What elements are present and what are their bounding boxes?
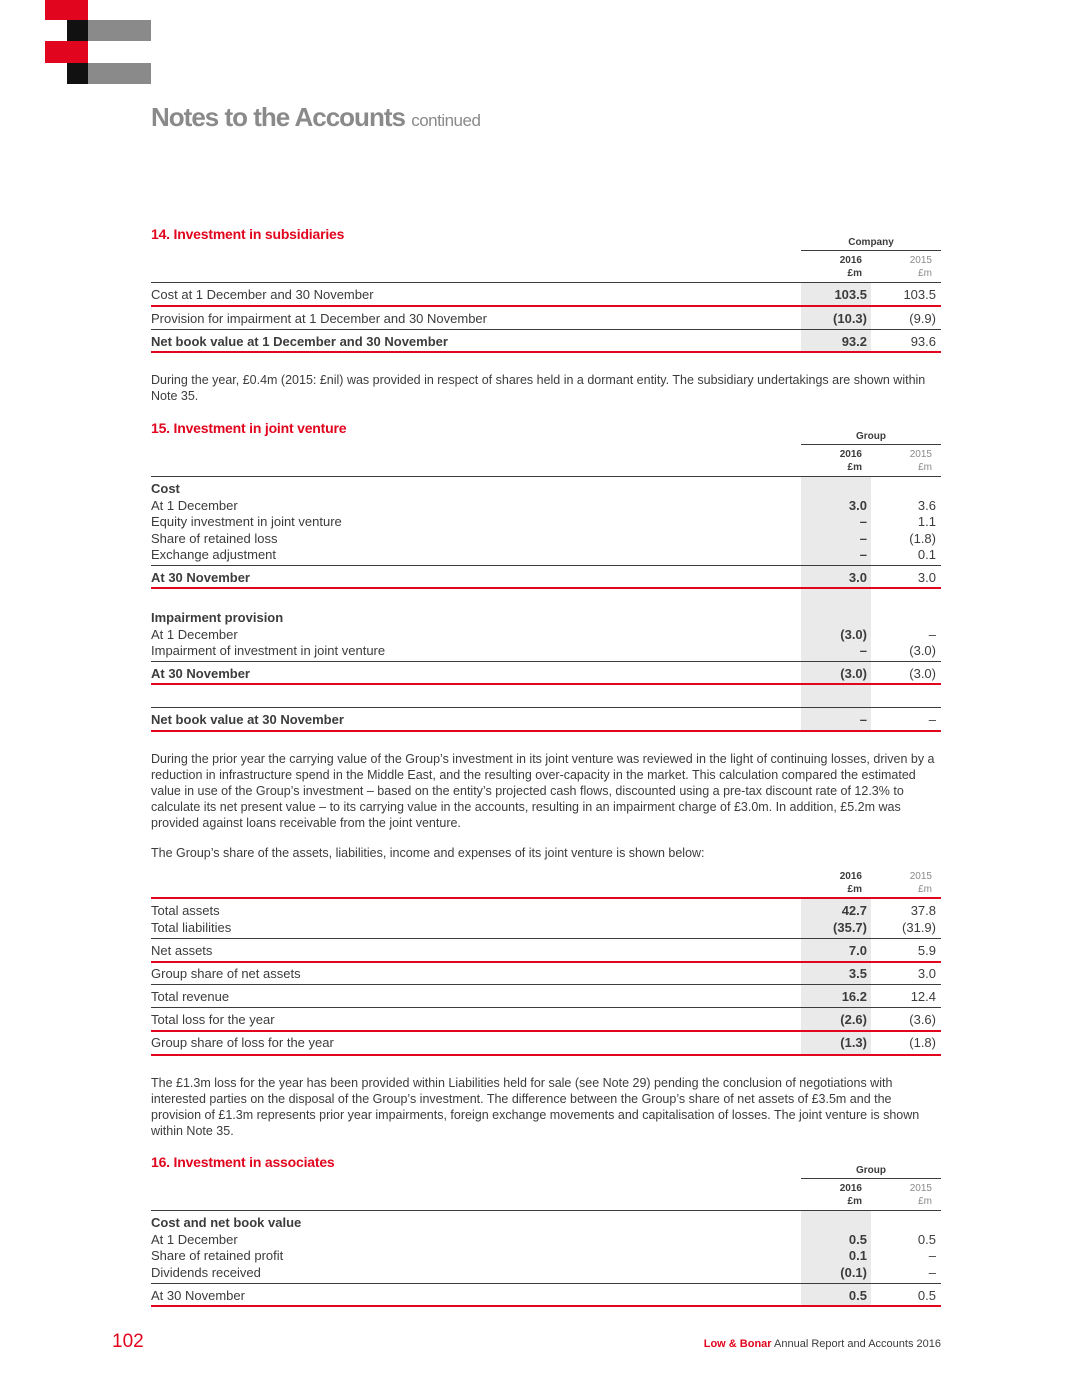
column-header-2015: 2015 £m bbox=[909, 449, 932, 473]
column-header-2015: 2015 £m bbox=[909, 1183, 932, 1207]
column-group-label: Group bbox=[856, 431, 886, 442]
column-group-rule bbox=[801, 444, 941, 445]
table-row: Cost at 1 December and 30 November 103.5 103.5 bbox=[151, 287, 936, 302]
section-title: 16. Investment in associates bbox=[151, 1154, 335, 1170]
row-rule bbox=[151, 661, 941, 662]
subheading-cost-and-nbv: Cost and net book value bbox=[151, 1215, 302, 1230]
subheading-impairment: Impairment provision bbox=[151, 610, 284, 625]
impairment-explanation: During the prior year the carrying value of the Group’s investment in its joint venture was reviewed in the light of continuing losses, driven by a reduction in infrastructure spend in the Middle East, and the resulting over-capacity in the market. This calculation compared the estimated value in use of the Group’s investment – based on the entity’s projected cash flows, discounted using a pre-tax discount rate of 12.3% to calculate its net present value – to its carrying value in the accounts, resulting in an impairment charge of £3.0m. In addition, £5.2m was provided against loans receivable from the joint venture. bbox=[151, 752, 935, 830]
total-rule bbox=[151, 1054, 941, 1056]
total-rule bbox=[151, 730, 941, 732]
page-title bbox=[151, 102, 480, 133]
row-rule bbox=[151, 984, 941, 985]
row-rule bbox=[151, 707, 941, 708]
table-row-total: At 30 November (3.0) (3.0) bbox=[151, 666, 936, 681]
table-row: Equity investment in joint venture – 1.1 bbox=[151, 514, 936, 529]
column-header-2016: 2016 £m bbox=[839, 871, 862, 895]
table-row-total: Net book value at 1 December and 30 November 93.2 93.6 bbox=[151, 334, 936, 349]
table-row: Share of retained loss – (1.8) bbox=[151, 531, 936, 546]
page-title-main: Notes to the Accounts bbox=[151, 102, 405, 132]
table-row: Total assets 42.7 37.8 bbox=[151, 903, 936, 918]
subheading-cost: Cost bbox=[151, 481, 180, 496]
table-row: Impairment of investment in joint venture – (3.0) bbox=[151, 643, 936, 658]
row-rule bbox=[151, 961, 941, 963]
row-rule bbox=[151, 329, 941, 330]
footer-publication-title: Annual Report and Accounts 2016 bbox=[774, 1338, 941, 1350]
total-rule bbox=[151, 587, 941, 589]
row-rule bbox=[151, 565, 941, 566]
total-rule bbox=[151, 351, 941, 353]
table-row: Group share of net assets 3.5 3.0 bbox=[151, 966, 936, 981]
section-title: 14. Investment in subsidiaries bbox=[151, 226, 345, 242]
table-row: Total revenue 16.2 12.4 bbox=[151, 989, 936, 1004]
table-row: Dividends received (0.1) – bbox=[151, 1265, 936, 1280]
table-row: Total loss for the year (2.6) (3.6) bbox=[151, 1012, 936, 1027]
row-rule bbox=[151, 1030, 941, 1032]
table-row: At 1 December (3.0) – bbox=[151, 627, 936, 642]
table-row-net-book-value: Net book value at 30 November – – bbox=[151, 712, 936, 727]
column-header-2015: 2015 £m bbox=[909, 871, 932, 895]
header-rule bbox=[151, 1210, 941, 1211]
table-row: Total liabilities (35.7) (31.9) bbox=[151, 920, 936, 935]
table-row-total: At 30 November 3.0 3.0 bbox=[151, 570, 936, 585]
column-header-2015: 2015 £m bbox=[909, 255, 932, 279]
row-rule bbox=[151, 305, 941, 307]
table-row: Net assets 7.0 5.9 bbox=[151, 943, 936, 958]
table-row: At 1 December 0.5 0.5 bbox=[151, 1232, 936, 1247]
footer-publication bbox=[704, 1338, 941, 1350]
total-rule bbox=[151, 1305, 941, 1307]
column-header-2016: 2016 £m bbox=[839, 1183, 862, 1207]
table-row: Share of retained profit 0.1 – bbox=[151, 1248, 936, 1263]
row-rule bbox=[151, 1283, 941, 1284]
column-header-2016: 2016 £m bbox=[839, 449, 862, 473]
page-title-continued: continued bbox=[411, 111, 481, 130]
table-row: Group share of loss for the year (1.3) (1.8) bbox=[151, 1035, 936, 1050]
header-rule bbox=[151, 476, 941, 477]
column-header-2016: 2016 £m bbox=[839, 255, 862, 279]
column-group-label: Company bbox=[848, 237, 894, 248]
table-row: Exchange adjustment – 0.1 bbox=[151, 547, 936, 562]
row-rule bbox=[151, 1007, 941, 1008]
row-rule bbox=[151, 938, 941, 939]
share-intro: The Group’s share of the assets, liabilities, income and expenses of its joint venture is shown below: bbox=[151, 846, 705, 860]
table-row: Provision for impairment at 1 December and 30 November (10.3) (9.9) bbox=[151, 311, 936, 326]
column-group-rule bbox=[801, 1178, 941, 1179]
table-row: At 1 December 3.0 3.6 bbox=[151, 498, 936, 513]
brand-logo-mark bbox=[0, 0, 160, 90]
column-group-rule bbox=[801, 250, 941, 251]
column-group-label: Group bbox=[856, 1165, 886, 1176]
header-rule bbox=[151, 282, 941, 283]
table-row-total: At 30 November 0.5 0.5 bbox=[151, 1288, 936, 1303]
section-title: 15. Investment in joint venture bbox=[151, 420, 347, 436]
footer-brand: Low & Bonar bbox=[703, 1338, 772, 1350]
header-rule bbox=[151, 897, 941, 899]
total-rule bbox=[151, 683, 941, 685]
loss-provision-note: The £1.3m loss for the year has been provided within Liabilities held for sale (see Note 29) pending the conclusion of negotiations with interested parties on the disposal of the Group’s investment. The difference between the Group’s share of net assets of £3.5m and the provision of £1.3m represents prior year impairments, foreign exchange movements and capitalisation of losses. The joint venture is shown within Note 35. bbox=[151, 1076, 920, 1138]
page-number: 102 bbox=[112, 1331, 144, 1352]
subsidiaries-note: During the year, £0.4m (2015: £nil) was provided in respect of shares held in a dormant entity. The subsidiary undertakings are shown within Note 35. bbox=[151, 373, 926, 403]
